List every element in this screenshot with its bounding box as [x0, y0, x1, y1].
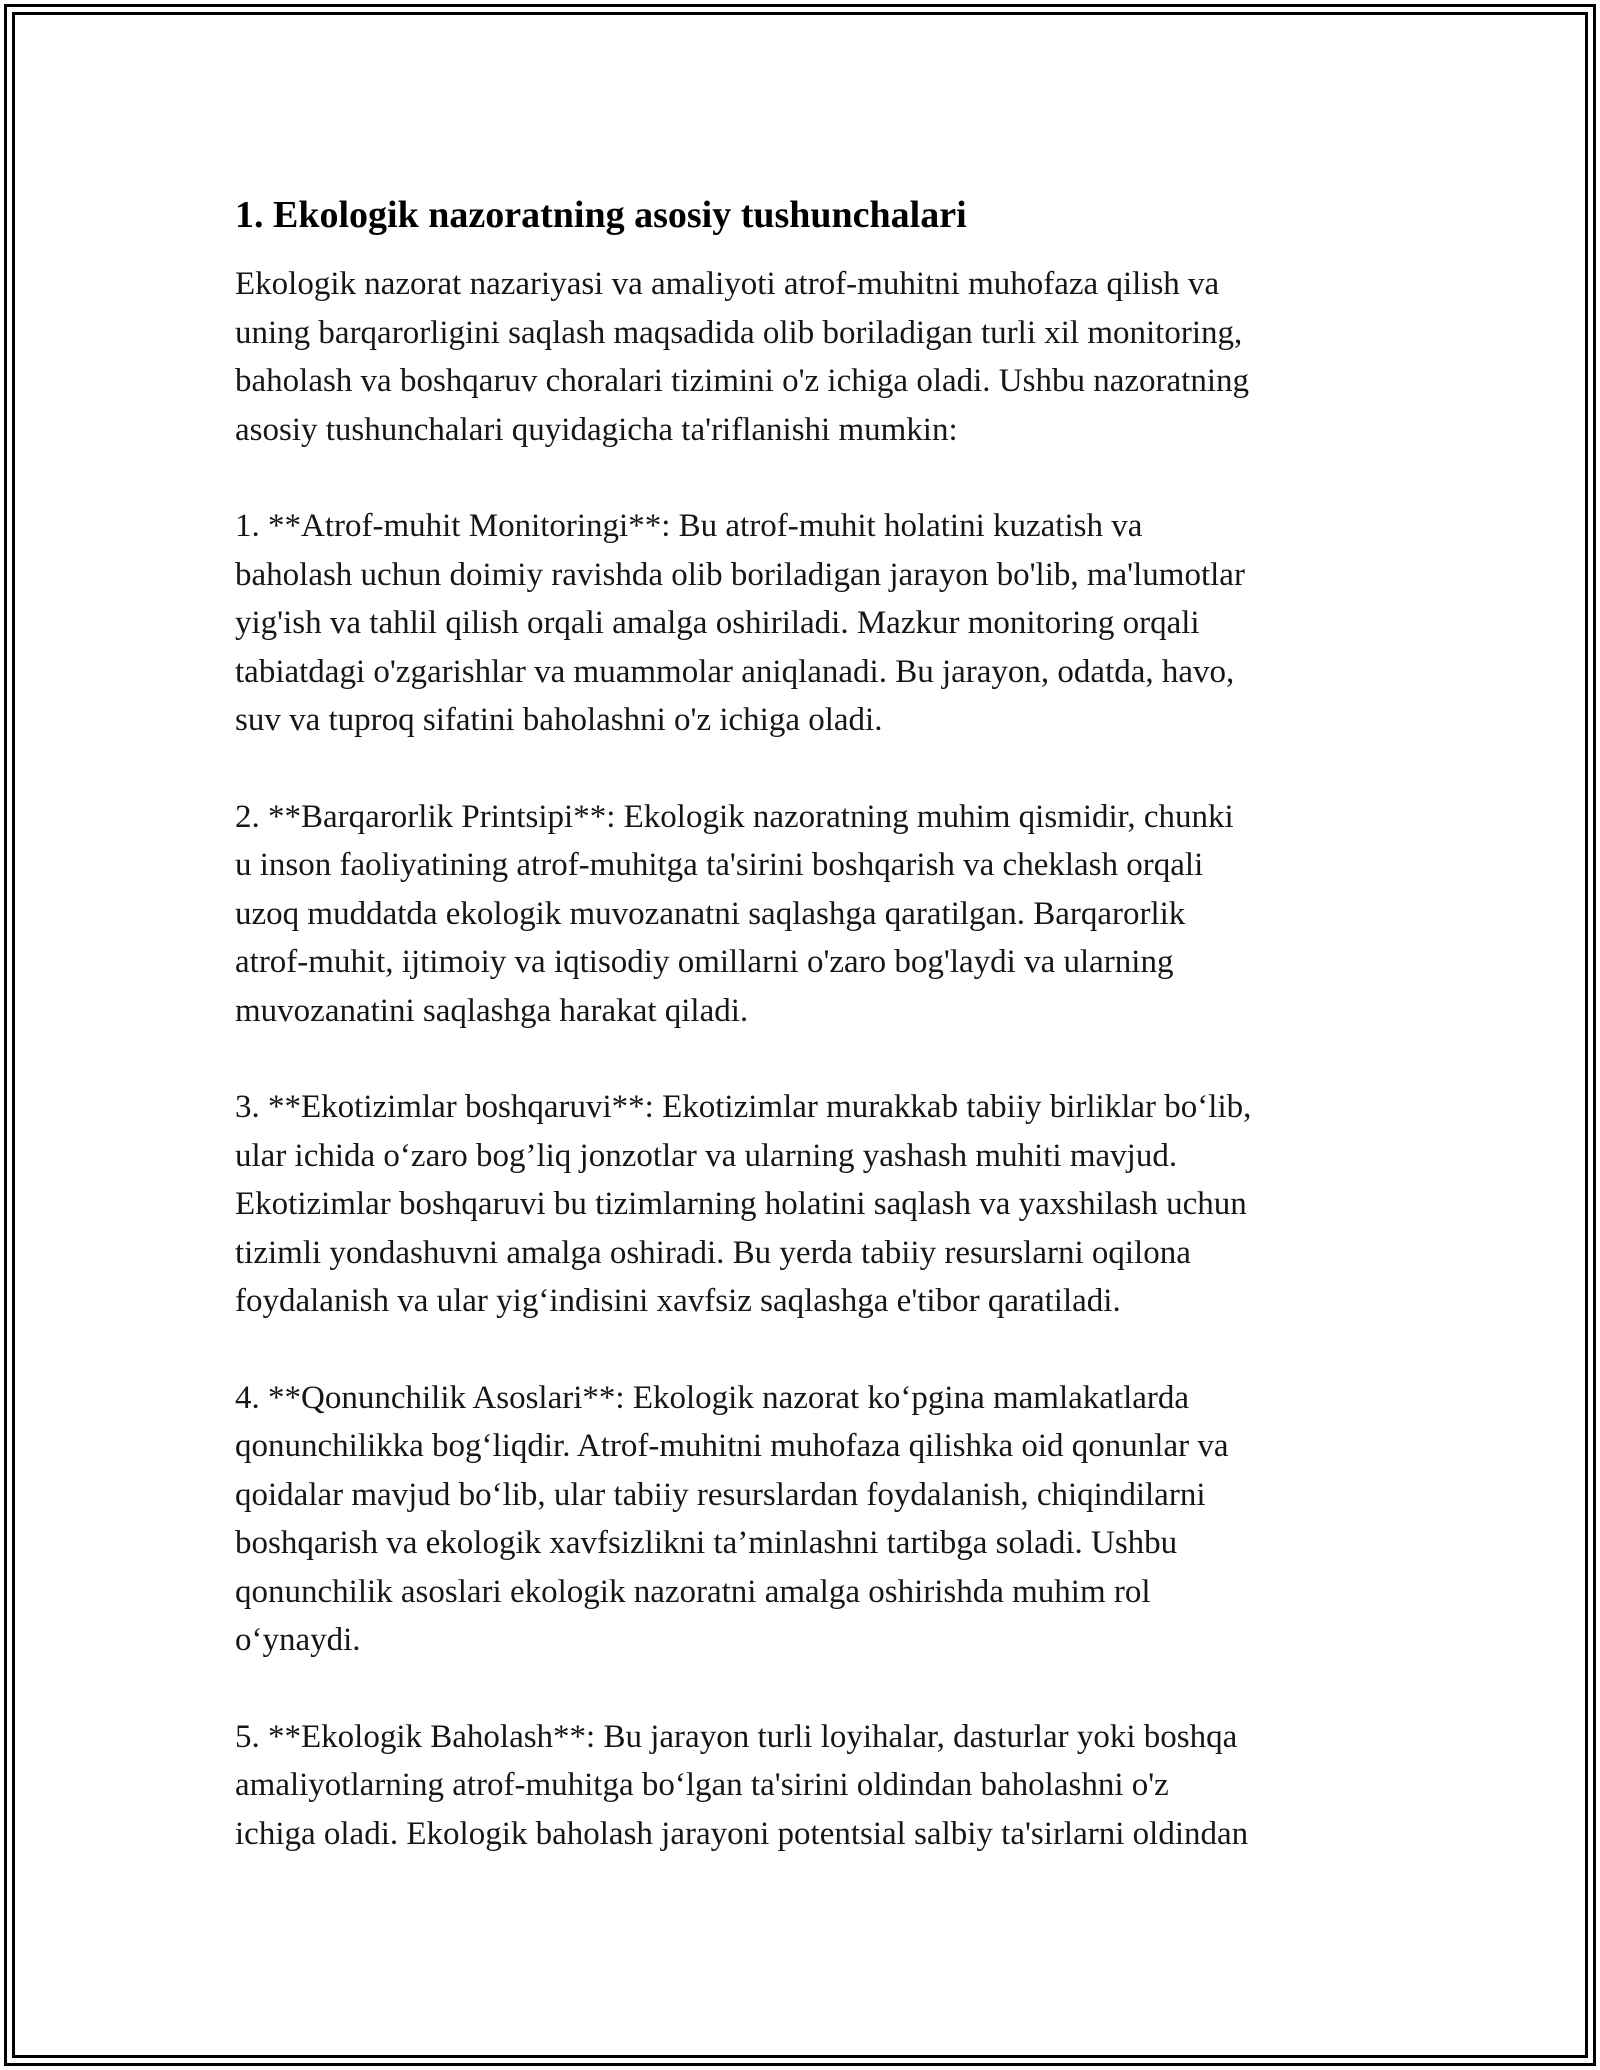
section-heading: 1. Ekologik nazoratning asosiy tushunchalari	[235, 194, 967, 236]
paragraph-ecosystems: 3. **Ekotizimlar boshqaruvi**: Ekotizimlar murakkab tabiiy birliklar bo‘lib, ular ichida o‘zaro bog’liq jonzotlar va ularning yashash muhiti mavjud. Ekotizimlar boshqaruvi bu tizimlarning holatini saqlash va yaxshilash uchun tizimli yondashuvni amalga oshiradi. Bu yerda tabiiy resurslarni oqilona foydalanish va ular yig‘indisini xavfsiz saqlashga e'tibor qaratiladi.	[235, 1089, 1252, 1319]
paragraph-legislation: 4. **Qonunchilik Asoslari**: Ekologik nazorat ko‘pgina mamlakatlarda qonunchilikka bog‘liqdir. Atrof-muhitni muhofaza qilishka oid qonunlar va qoidalar mavjud bo‘lib, ular tabiiy resurslardan foydalanish, chiqindilarni boshqarish va ekologik xavfsizlikni ta’minlashni tartibga soladi. Ushbu qonunchilik asoslari ekologik nazoratni amalga oshirishda muhim rol o‘ynaydi.	[235, 1379, 1229, 1658]
paragraph-sustainability: 2. **Barqarorlik Printsipi**: Ekologik nazoratning muhim qismidir, chunki u inson faoliyatining atrof-muhitga ta'sirini boshqarish va cheklash orqali uzoq muddatda ekologik muvozanatni saqlashga qaratilgan. Barqarorlik atrof-muhit, ijtimoiy va iqtisodiy omillarni o'zaro bog'laydi va ularning muvozanatini saqlashga harakat qiladi.	[235, 798, 1234, 1029]
document-body	[235, 188, 1375, 1906]
paragraph-assessment: 5. **Ekologik Baholash**: Bu jarayon turli loyihalar, dasturlar yoki boshqa amaliyotlarning atrof-muhitga bo‘lgan ta'sirini oldindan baholashni o'z ichiga oladi. Ekologik baholash jarayoni potentsial salbiy ta'sirlarni oldindan	[235, 1718, 1249, 1852]
paragraph-monitoring: 1. **Atrof-muhit Monitoringi**: Bu atrof-muhit holatini kuzatish va baholash uchun doimiy ravishda olib boriladigan jarayon bo'lib, ma'lumotlar yig'ish va tahlil qilish orqali amalga oshiriladi. Mazkur monitoring orqali tabiatdagi o'zgarishlar va muammolar aniqlanadi. Bu jarayon, odatda, havo, suv va tuproq sifatini baholashni o'z ichiga oladi.	[235, 508, 1245, 738]
intro-paragraph: Ekologik nazorat nazariyasi va amaliyoti atrof-muhitni muhofaza qilish va uning barqarorligini saqlash maqsadida olib boriladigan turli xil monitoring, baholash va boshqaruv choralari tizimini o'z ichiga oladi. Ushbu nazoratning asosiy tushunchalari quyidagicha ta'riflanishi mumkin:	[235, 266, 1249, 448]
